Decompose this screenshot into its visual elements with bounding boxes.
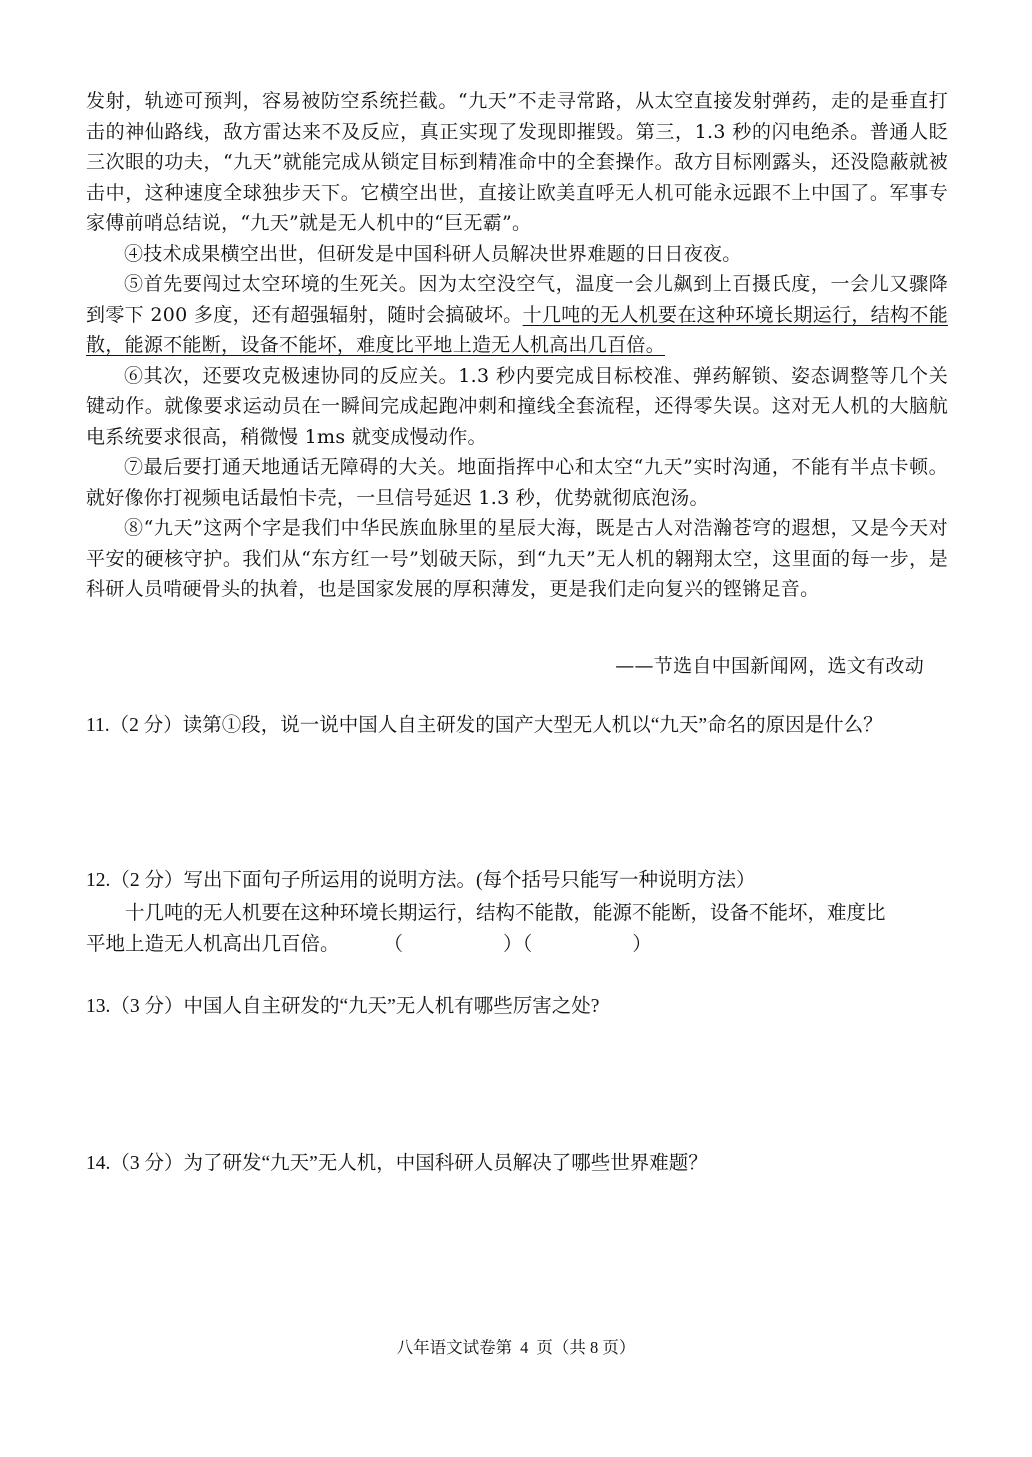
question-13: 13.（3 分）中国人自主研发的“九天”无人机有哪些厉害之处? (86, 996, 600, 1017)
footer-suffix: 页（共 8 页） (536, 1338, 636, 1357)
sentence-line-2-text: 平地上造无人机高出几百倍。 (86, 934, 340, 955)
answer-paren-close: ） (632, 934, 652, 955)
footer-page-number: 4 (520, 1338, 529, 1357)
paragraph-6: ⑥其次，还要攻克极速协同的反应关。1.3 秒内要完成目标校准、弹药解锁、姿态调整等几个关键动作。就像要求运动员在一瞬间完成起跑冲刺和撞线全套流程，还得零失误。这对无人机的大脑航电系统要求很高，稍微慢 1ms 就变成慢动作。 (86, 364, 948, 448)
question-12: 12.（2 分）写出下面句子所运用的说明方法。(每个括号只能写一种说明方法） (86, 870, 756, 891)
question-12-sentence (86, 898, 948, 960)
paragraph-4: ④技术成果横空出世，但研发是中国科研人员解决世界难题的日日夜夜。 (124, 242, 742, 265)
footer-prefix: 八年语文试卷第 (396, 1338, 513, 1357)
answer-paren-mid: ）（ (503, 934, 533, 955)
paragraph-8: ⑧“九天”这两个字是我们中华民族血脉里的星辰大海，既是古人对浩瀚苍穹的遐想，又是今天对平安的硬核守护。我们从“东方红一号”划破天际，到“九天”无人机的翱翔太空，这里面的每一步，是科研人员啃硬骨头的执着，也是国家发展的厚积薄发，更是我们走向复兴的铿锵足音。 (86, 517, 948, 600)
answer-paren-open: （ (383, 934, 404, 955)
paragraph-7: ⑦最后要打通天地通话无障碍的大关。地面指挥中心和太空“九天”实时沟通，不能有半点卡顿。就好像你打视频电话最怕卡壳，一旦信号延迟 1.3 秒，优势就彻底泡汤。 (86, 456, 948, 509)
paragraph-5 (86, 269, 948, 361)
sentence-line-1: 十几吨的无人机要在这种环境长期运行，结构不能散，能源不能断，设备不能坏，难度比 (125, 903, 886, 924)
paragraph-3-continued: 发射，轨迹可预判，容易被防空系统拦截。“九天”不走寻常路，从太空直接发射弹药，走的是垂直打击的神仙路线，敌方雷达来不及反应，真正实现了发现即摧毁。第三，1.3 秒的闪电绝杀。普通人眨三次眼的功夫，“九天”就能完成从锁定目标到精准命中的全套操作。敌方目标刚露头，还没隐蔽就被击中，这种速度全球独步天下。它横空出世，直接让欧美直呼无人机可能永远跟不上中国了。军事专家傅前哨总结说，“九天”就是无人机中的“巨无霸”。 (86, 90, 948, 234)
underlined-sentence: 十几吨的无人机要在这种环境长期运行，结构不能散，能源不能断，设备不能坏，难度比平地上造无人机高出几百倍。 (86, 303, 948, 356)
question-11: 11.（2 分）读第①段，说一说中国人自主研发的国产大型无人机以“九天”命名的原因是什么？ (86, 715, 883, 736)
page-footer (0, 1334, 1032, 1358)
sentence-line-2 (86, 929, 948, 960)
paragraph-5-text: ⑤首先要闯过太空环境的生死关。因为太空没空气，温度一会儿飙到上百摄氏度，一会儿又骤降到零下 200 多度，还有超强辐射，随时会搞破坏。 (86, 273, 948, 326)
question-14: 14.（3 分）为了研发“九天”无人机，中国科研人员解决了哪些世界难题？ (86, 1153, 708, 1174)
passage-source: ——节选自中国新闻网，选文有改动 (615, 655, 924, 677)
reading-passage (86, 86, 948, 605)
